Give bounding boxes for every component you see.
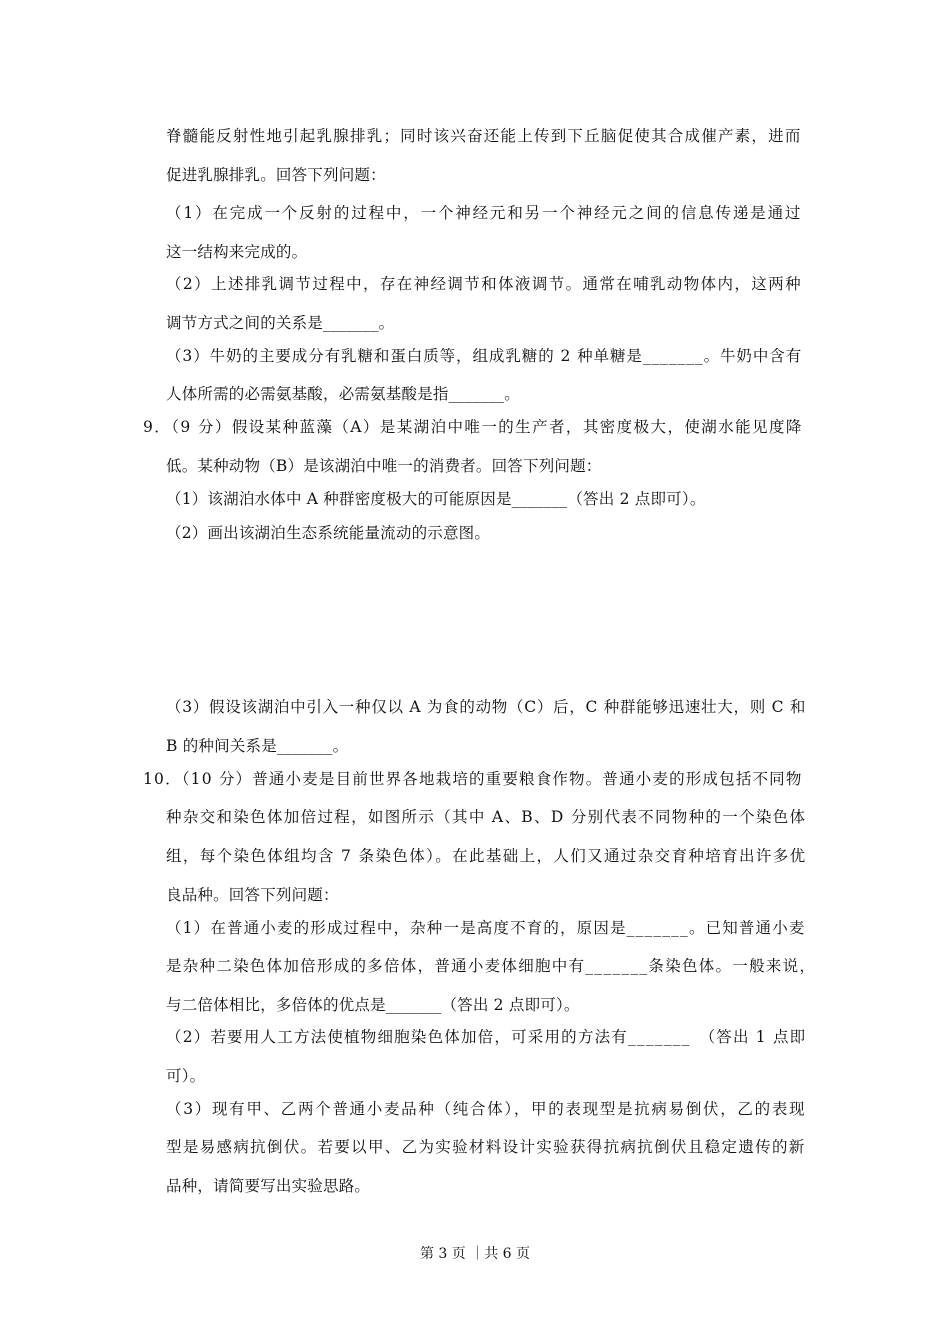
text-line: 低。某种动物（B）是该湖泊中唯一的消费者。回答下列问题： [166, 457, 602, 475]
text-line: （3）假设该湖泊中引入一种仅以 A 为食的动物（C）后，C 种群能够迅速壮大，则 C 和 [166, 698, 807, 716]
text-line: 品种，请简要写出实验思路。 [166, 1177, 371, 1195]
text-line: 人体所需的必需氨基酸，必需氨基酸是指_______。 [166, 385, 520, 403]
text-line: （1）该湖泊水体中 A 种群密度极大的可能原因是_______（答出 2 点即可）。 [166, 490, 706, 508]
text-line: 组，每个染色体组均含 7 条染色体）。在此基础上，人们又通过杂交育种培育出许多优 [166, 847, 807, 865]
text-line: 这一结构来完成的。 [166, 243, 308, 261]
text-line: B 的种间关系是_______。 [166, 737, 349, 755]
text-line: （1）在普通小麦的形成过程中，杂种一是高度不育的，原因是_______。已知普通小麦 [166, 919, 806, 937]
text-line: 9．（9 分）假设某种蓝藻（A）是某湖泊中唯一的生产者，其密度极大，使湖水能见度降 [143, 418, 803, 436]
text-line: 种杂交和染色体加倍过程，如图所示（其中 A、B、D 分别代表不同物种的一个染色体 [166, 808, 807, 826]
text-line: （2）画出该湖泊生态系统能量流动的示意图。 [166, 524, 491, 542]
text-line: 是杂种二染色体加倍形成的多倍体，普通小麦体细胞中有_______条染色体。一般来说， [166, 957, 817, 975]
text-line: （1）在完成一个反射的过程中，一个神经元和另一个神经元之间的信息传递是通过 [166, 204, 803, 222]
text-line: 脊髓能反射性地引起乳腺排乳；同时该兴奋还能上传到下丘脑促使其合成催产素，进而 [166, 127, 802, 145]
text-line: 可）。 [166, 1067, 206, 1085]
text-line: 型是易感病抗倒伏。若要以甲、乙为实验材料设计实验获得抗病抗倒伏且稳定遗传的新 [166, 1138, 806, 1156]
text-line: 调节方式之间的关系是_______。 [166, 314, 395, 332]
page-footer: 第 3 页 ｜共 6 页 [419, 1246, 531, 1262]
text-line: 促进乳腺排乳。回答下列问题： [166, 166, 386, 184]
text-line: 10．（10 分）普通小麦是目前世界各地栽培的重要粮食作物。普通小麦的形成包括不同物 [143, 770, 803, 788]
text-line: （2）上述排乳调节过程中，存在神经调节和体液调节。通常在哺乳动物体内，这两种 [166, 275, 802, 293]
text-line: 良品种。回答下列问题： [166, 886, 339, 904]
text-line: （3）牛奶的主要成分有乳糖和蛋白质等，组成乳糖的 2 种单糖是_______。牛奶中含有 [166, 347, 803, 365]
text-line: 与二倍体相比，多倍体的优点是_______（答出 2 点即可）。 [166, 996, 580, 1014]
text-line: （3）现有甲、乙两个普通小麦品种（纯合体），甲的表现型是抗病易倒伏，乙的表现 [166, 1100, 807, 1118]
text-line: （2）若要用人工方法使植物细胞染色体加倍，可采用的方法有_______ （答出 1 点即 [166, 1028, 807, 1046]
